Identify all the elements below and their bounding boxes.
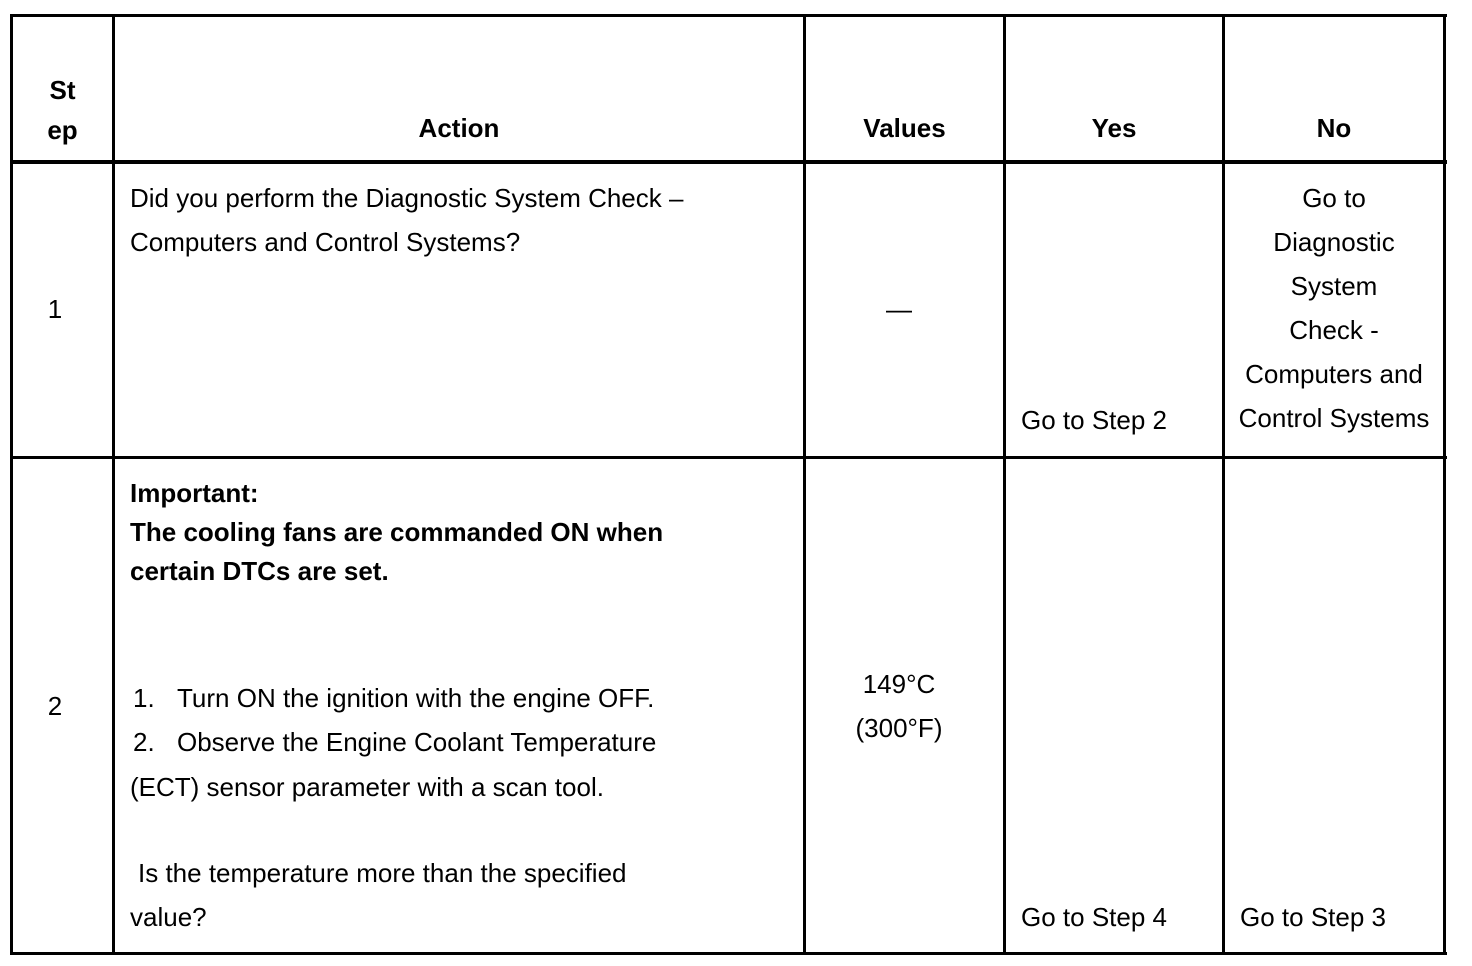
row-1-action-line-2: Computers and Control Systems?: [130, 227, 521, 257]
header-step-line-2: ep: [47, 115, 78, 145]
row-1-action: [130, 176, 683, 264]
header-divider: [10, 160, 1447, 164]
row-1-step: 1: [47, 294, 63, 324]
row-1-no-line-2: Diagnostic: [1273, 227, 1395, 257]
row-1-no-line-4: Check -: [1289, 315, 1379, 345]
col-divider-yes: [1222, 14, 1225, 955]
row-1-yes: Go to Step 2: [1021, 405, 1167, 435]
value-celsius: 149°C: [862, 669, 936, 699]
important-line-2: certain DTCs are set.: [130, 556, 389, 586]
question-line-1: Is the temperature more than the specified: [138, 858, 627, 888]
row-2-instructions: [133, 676, 656, 764]
col-divider-values: [1003, 14, 1006, 955]
row-2-question: [130, 851, 627, 939]
important-line-1: The cooling fans are commanded ON when: [130, 517, 664, 547]
col-divider-step: [112, 14, 115, 955]
instruction-text: Observe the Engine Coolant Temperature: [177, 727, 657, 757]
row-1-no-line-3: System: [1290, 271, 1378, 301]
row-1-no-line-5: Computers and: [1245, 359, 1423, 389]
important-label: Important:: [130, 478, 259, 508]
instruction-continuation: (ECT) sensor parameter with a scan tool.: [130, 772, 604, 802]
row-1-no-line-1: Go to: [1302, 183, 1366, 213]
row-2-important: [130, 474, 663, 591]
row-2-no: Go to Step 3: [1240, 902, 1386, 932]
instruction-item-1: [133, 676, 656, 720]
header-values: Values: [863, 113, 946, 143]
header-yes: Yes: [1091, 113, 1137, 143]
row-1-no-line-6: Control Systems: [1238, 403, 1430, 433]
instruction-number: 1.: [133, 683, 155, 713]
row-2-yes: Go to Step 4: [1021, 902, 1167, 932]
instruction-item-2: [133, 720, 656, 764]
row-2-step: 2: [47, 691, 63, 721]
question-line-2: value?: [130, 902, 207, 932]
col-divider-action: [803, 14, 806, 955]
row-divider: [10, 456, 1447, 459]
row-2-value: [806, 662, 992, 750]
table-border-left: [10, 14, 13, 955]
row-1-no: [1228, 176, 1440, 440]
header-no: No: [1316, 113, 1352, 143]
row-1-value: —: [886, 294, 912, 324]
table-border-top: [10, 14, 1447, 17]
instruction-text: Turn ON the ignition with the engine OFF.: [177, 683, 655, 713]
instruction-number: 2.: [133, 727, 155, 757]
header-action: Action: [418, 113, 500, 143]
row-1-action-line-1: Did you perform the Diagnostic System Check –: [130, 183, 684, 213]
table-border-bottom: [10, 952, 1447, 955]
header-step-line-1: St: [49, 75, 76, 105]
table-border-right: [1443, 14, 1446, 955]
header-step: [13, 70, 112, 150]
value-fahrenheit: (300°F): [855, 713, 943, 743]
